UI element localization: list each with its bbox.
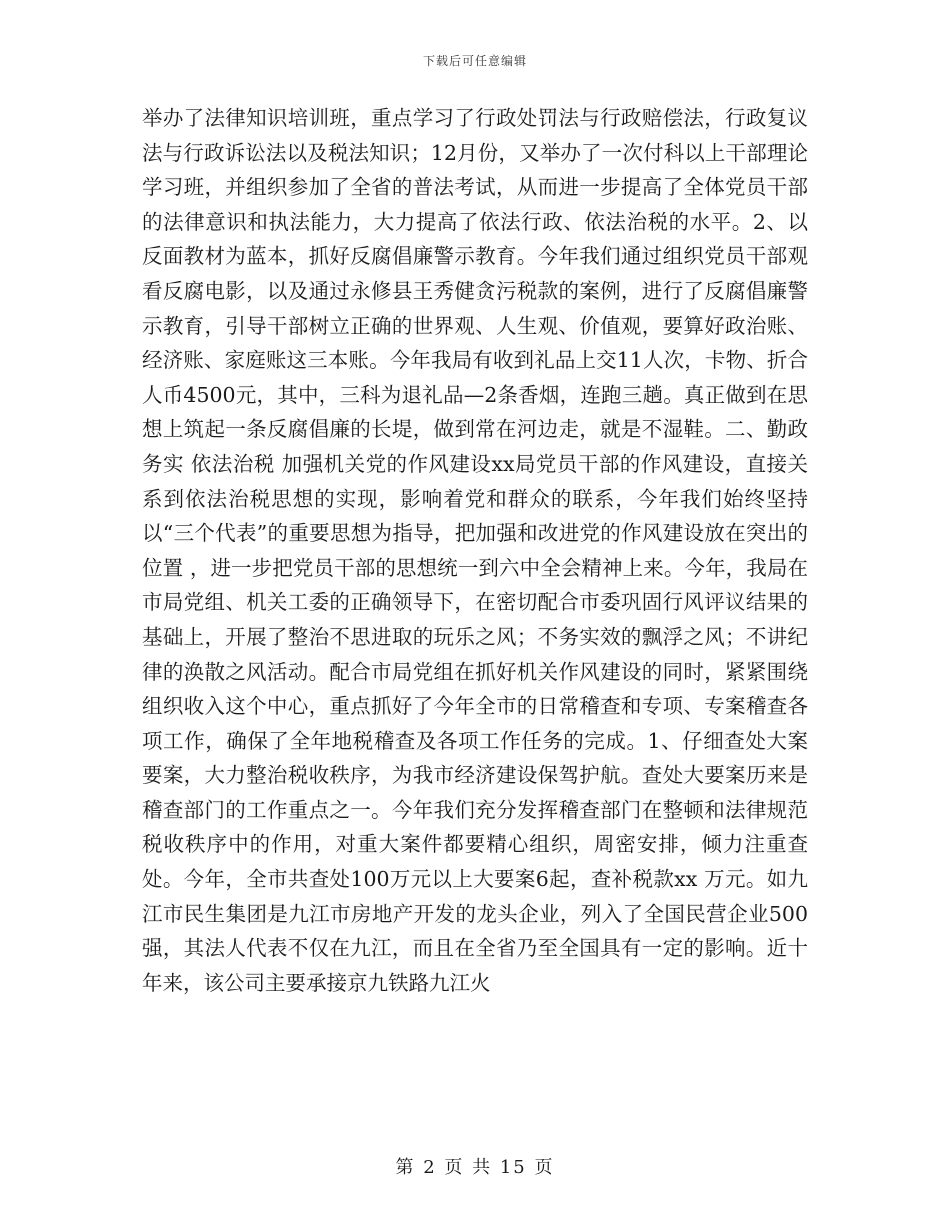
page-header: 下载后可任意编辑	[422, 54, 527, 68]
page-number-footer: 第 2 页 共 15 页	[395, 1157, 555, 1178]
body-paragraph: 举办了法律知识培训班，重点学习了行政处罚法与行政赔偿法，行政复议法与行政诉讼法以及税法知识；12月份，又举办了一次付科以上干部理论学习班，并组织参加了全省的普法考试，从而进一步提高了全体党员干部的法律意识和执法能力，大力提高了依法行政、依法治税的水平。2、以反面教材为蓝本，抓好反腐倡廉警示教育。今年我们通过组织党员干部观看反腐电影，以及通过永修县王秀健贪污税款的案例，进行了反腐倡廉警示教育，引导干部树立正确的世界观、人生观、价值观，要算好政治账、经济账、家庭账这三本账。今年我局有收到礼品上交11人次，卡物、折合人币4500元，其中，三科为退礼品—2条香烟，连跑三趟。真正做到在思想上筑起一条反腐倡廉的长堤，做到常在河边走，就是不湿鞋。二、勤政务实 依法治税 加强机关党的作风建设xx局党员干部的作风建设，直接关系到依法治税思想的实现，影响着党和群众的联系，今年我们始终坚持以“三个代表”的重要思想为指导，把加强和改进党的作风建设放在突出的位置 ，进一步把党员干部的思想统一到六中全会精神上来。今年，我局在市局党组、机关工委的正确领导下，在密切配合市委巩固行风评议结果的基础上，开展了整治不思进取的玩乐之风；不务实效的飘浮之风；不讲纪律的涣散之风活动。配合市局党组在抓好机关作风建设的同时，紧紧围绕组织收入这个中心，重点抓好了今年全市的日常稽查和专项、专案稽查各项工作，确保了全年地税稽查及各项工作任务的完成。1、仔细查处大案要案，大力整治税收秩序，为我市经济建设保驾护航。查处大要案历来是稽查部门的工作重点之一。今年我们充分发挥稽查部门在整顿和法律规范税收秩序中的作用，对重大案件都要精心组织，周密安排，倾力注重查处。今年，全市共查处100万元以上大要案6起，查补税款xx 万元。如九江市民生集团是九江市房地产开发的龙头企业，列入了全国民营企业500强，其法人代表不仅在九江，而且在全省乃至全国具有一定的影响。近十年来，该公司主要承接京九铁路九江火	[142, 106, 808, 995]
